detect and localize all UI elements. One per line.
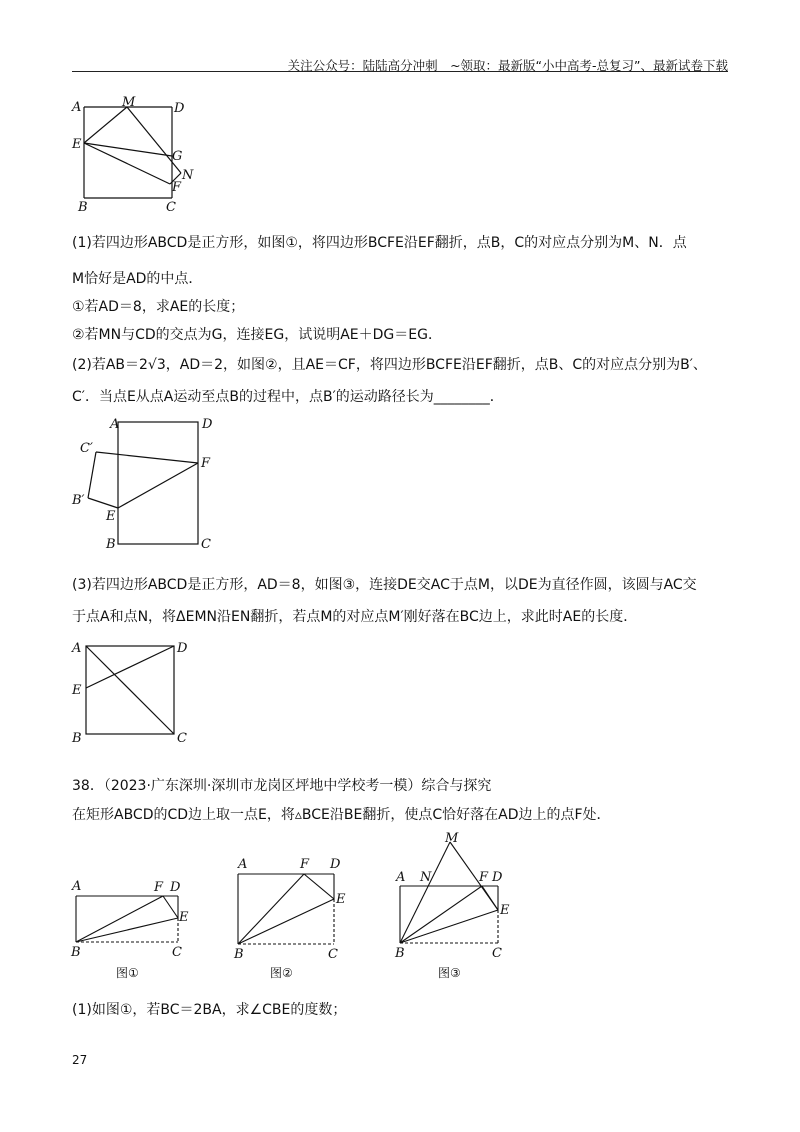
q38-figure-1 xyxy=(68,874,198,984)
q38f2-label-e: E xyxy=(336,892,346,907)
q2-line-2: C′．当点E从点A运动至点B的过程中，点B′的运动路径长为________． xyxy=(72,389,504,405)
q38f3-label-a: A xyxy=(396,870,406,885)
fig2-label-c: C xyxy=(201,537,211,552)
q38f1-label-d: D xyxy=(170,880,181,895)
q38f3-label-n: N xyxy=(420,870,432,885)
q38-figure-3 xyxy=(390,830,530,984)
q38f2-label-a: A xyxy=(238,857,248,872)
fig3-label-e: E xyxy=(72,683,82,698)
q38f2-label-b: B xyxy=(234,947,244,962)
q38f1-label-a: A xyxy=(72,879,82,894)
fig1-label-e: E xyxy=(72,137,82,152)
fig2-label-c-prime: C′ xyxy=(80,441,93,456)
q38-figure-2 xyxy=(228,852,358,984)
fig1-label-g: G xyxy=(172,149,183,164)
q3-line-2: 于点A和点N，将ΔEMN沿EN翻折，若点M的对应点M′刚好落在BC边上，求此时AE的长度． xyxy=(72,609,638,625)
q38f3-label-d: D xyxy=(492,870,503,885)
fig1-label-a: A xyxy=(72,100,82,115)
fig3-label-a: A xyxy=(72,641,82,656)
q1-line-4: ②若MN与CD的交点为G，连接EG，试说明AE＋DG＝EG． xyxy=(72,327,442,343)
page-number: 27 xyxy=(72,1053,88,1067)
fig3-label-d: D xyxy=(177,641,188,656)
q38f1-label-b: B xyxy=(71,945,81,960)
fig2-label-f: F xyxy=(201,456,211,471)
figure-3 xyxy=(70,634,200,746)
fig3-label-b: B xyxy=(72,731,82,746)
q38-part-1: (1)如图①，若BC＝2BA，求∠CBE的度数； xyxy=(72,1002,347,1018)
fig3-label-c: C xyxy=(177,731,187,746)
q38-title: 38．（2023·广东深圳·深圳市龙岗区坪地中学校考一模）综合与探究 xyxy=(72,778,492,794)
figure-2 xyxy=(70,412,230,554)
fig2-label-b-prime: B′ xyxy=(72,493,85,508)
q3-line-1: (3)若四边形ABCD是正方形，AD＝8，如图③，连接DE交AC于点M，以DE为直径作圆，该圆与AC交 xyxy=(72,577,697,593)
fig1-label-b: B xyxy=(78,200,88,215)
q38f2-label-c: C xyxy=(328,947,338,962)
q38f2-label-f: F xyxy=(300,857,310,872)
fig2-label-d: D xyxy=(202,417,213,432)
fig2-label-e: E xyxy=(106,509,116,524)
fig1-label-c: C xyxy=(166,200,176,215)
q38f3-label-b: B xyxy=(395,946,405,961)
fig1-label-d: D xyxy=(174,101,185,116)
q38f3-caption: 图③ xyxy=(438,966,461,980)
q38f2-label-d: D xyxy=(330,857,341,872)
q38f1-caption: 图① xyxy=(116,966,139,980)
q38-line-1: 在矩形ABCD的CD边上取一点E，将▵BCE沿BE翻折，使点C恰好落在AD边上的点F处． xyxy=(72,807,611,823)
q38f2-caption: 图② xyxy=(270,966,293,980)
page-header: 关注公众号：陆陆高分冲刺 ~领取：最新版“小中高考-总复习”、最新试卷下载 xyxy=(287,58,728,73)
header-divider xyxy=(72,71,728,72)
q38f1-label-f: F xyxy=(154,880,164,895)
q1-line-1: (1)若四边形ABCD是正方形，如图①，将四边形BCFE沿EF翻折，点B，C的对应点分别为M、N．点 xyxy=(72,235,687,251)
q38f1-label-c: C xyxy=(172,945,182,960)
q38f3-label-c: C xyxy=(492,946,502,961)
q38f3-label-e: E xyxy=(500,903,510,918)
fig2-label-b: B xyxy=(106,537,116,552)
q38f1-label-e: E xyxy=(179,910,189,925)
fig1-label-f: F xyxy=(172,180,182,195)
fig1-label-m: M xyxy=(122,95,136,110)
q2-line-1: (2)若AB＝2√3，AD＝2，如图②，且AE＝CF，将四边形BCFE沿EF翻折，点B、C的对应点分别为B′、 xyxy=(72,357,707,373)
fig1-label-n: N xyxy=(182,168,194,183)
q1-line-2: M恰好是AD的中点． xyxy=(72,271,203,287)
fig2-label-a: A xyxy=(110,417,120,432)
figure-1 xyxy=(70,95,200,215)
q38f3-label-f: F xyxy=(479,870,489,885)
q38f3-label-m: M xyxy=(445,831,459,846)
q1-line-3: ①若AD＝8，求AE的长度； xyxy=(72,299,245,315)
